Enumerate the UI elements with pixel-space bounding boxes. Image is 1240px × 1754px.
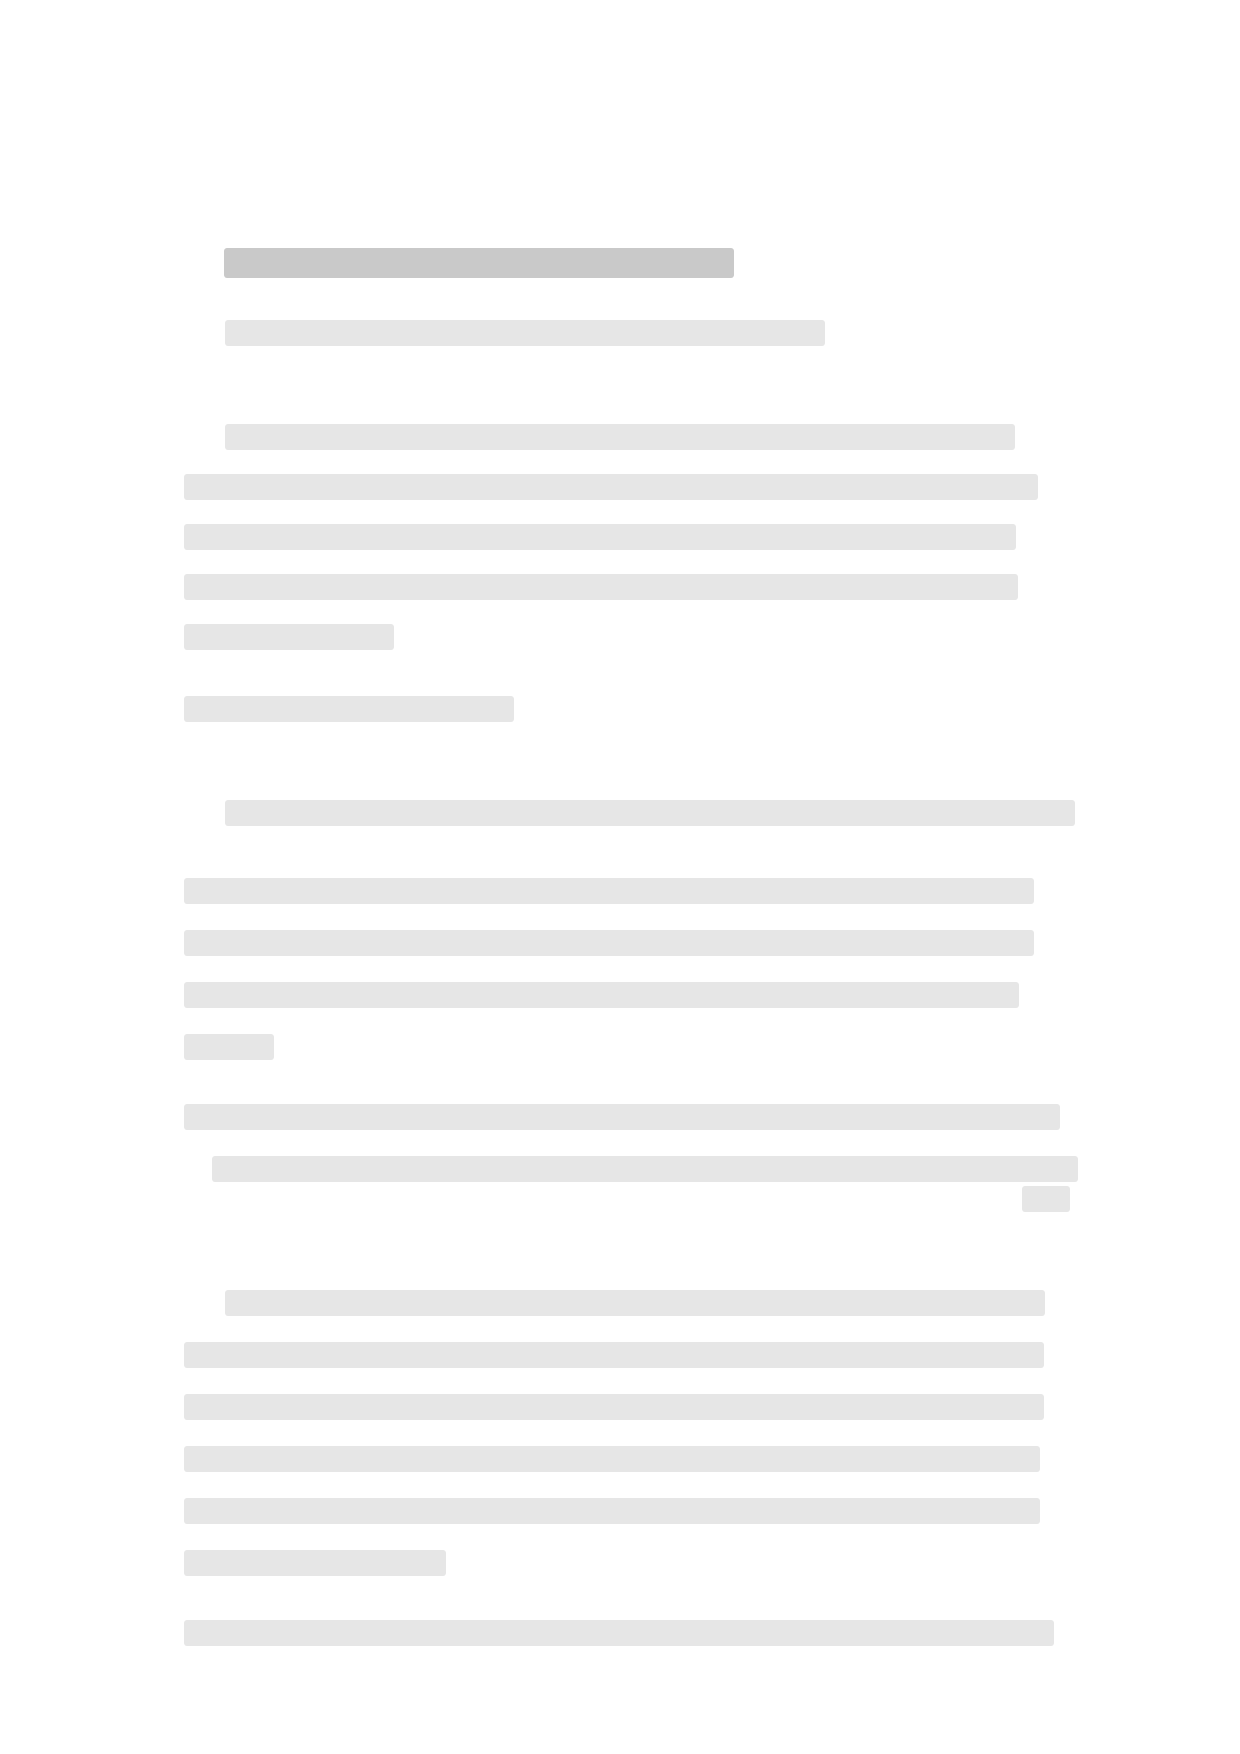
paragraph-1-line-3 <box>184 524 1016 550</box>
greeting-line <box>225 320 825 346</box>
paragraph-3-line-5 <box>184 1498 1040 1524</box>
paragraph-2-line-6 <box>184 1104 1060 1130</box>
paragraph-2-line-7 <box>212 1156 1078 1182</box>
paragraph-3-line-7 <box>184 1620 1054 1646</box>
paragraph-2-line-2 <box>184 878 1034 904</box>
title-text-placeholder <box>224 248 734 278</box>
paragraph-1-line-5 <box>184 624 394 650</box>
paragraph-1-line-4 <box>184 574 1018 600</box>
paragraph-3-line-2 <box>184 1342 1044 1368</box>
paragraph-2-line-1 <box>225 800 1075 826</box>
paragraph-3-line-3 <box>184 1394 1044 1420</box>
paragraph-3-line-4 <box>184 1446 1040 1472</box>
paragraph-2-line-3 <box>184 930 1034 956</box>
paragraph-1-line-1 <box>225 424 1015 450</box>
paragraph-1-line-2 <box>184 474 1038 500</box>
paragraph-3-line-1 <box>225 1290 1045 1316</box>
document-title <box>224 248 734 278</box>
paragraph-2-line-5 <box>184 1034 274 1060</box>
paragraph-3-line-6 <box>184 1550 446 1576</box>
paragraph-1-line-6 <box>184 696 514 722</box>
paragraph-2-line-4 <box>184 982 1019 1008</box>
paragraph-2-line-8 <box>1022 1186 1070 1212</box>
